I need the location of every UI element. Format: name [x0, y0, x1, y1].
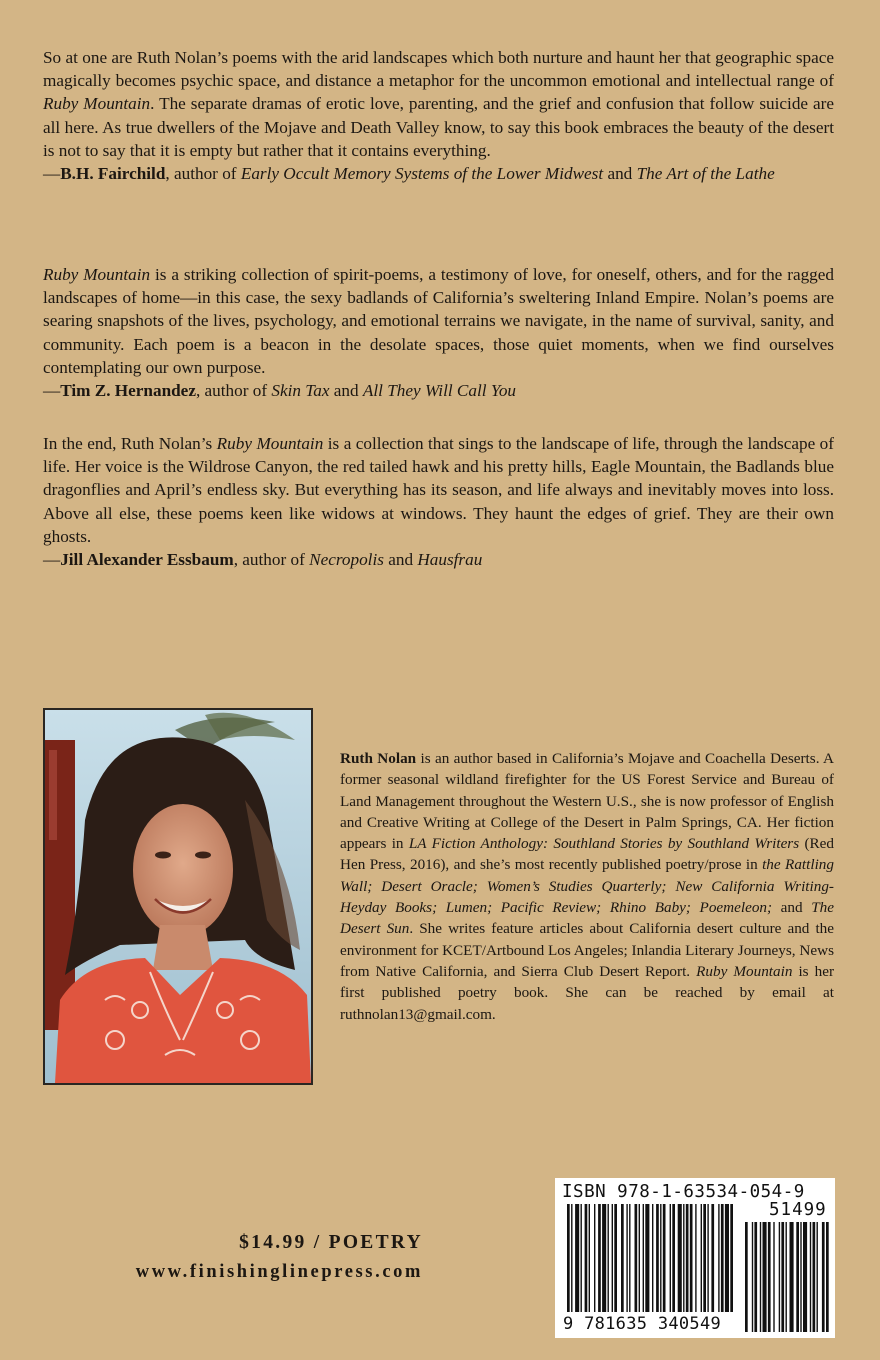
barcode-bar — [581, 1204, 582, 1312]
blurb-attribution: —B.H. Fairchild, author of Early Occult Memory Systems of the Lower Midwest and The Art of the Lathe — [43, 164, 775, 184]
barcode-bar — [635, 1204, 638, 1312]
blurb-body: Ruby Mountain is a striking collection of spirit-poems, a testimony of love, for oneself, others, and for the ragged landscapes of home—in this case, the sexy badlands of California’s sweltering Inland Empire. Nolan’s poems are searing snapshots of the lives, psychology, and emotional terrains we navigate, in the name of survival, sanity, and community. Each poem is a beacon in the desolate spaces, those quiet moments, when we find ourselves contemplating our own purpose. — [43, 265, 834, 377]
blurb-text — [43, 46, 834, 162]
barcode-bar — [621, 1204, 624, 1312]
ean-digits: 9 781635 340549 — [563, 1314, 722, 1334]
author-photo — [43, 708, 313, 1085]
barcode-bar — [721, 1204, 724, 1312]
barcode-bar — [711, 1204, 714, 1312]
blurb-attribution: —Jill Alexander Essbaum, author of Necropolis and Hausfrau — [43, 550, 483, 570]
barcode-addon-bar — [813, 1222, 816, 1332]
barcode-addon-bar — [745, 1222, 748, 1332]
blurb-text — [43, 432, 834, 548]
barcode-bar — [652, 1204, 653, 1312]
barcode-bar — [695, 1204, 696, 1312]
barcode-bar — [672, 1204, 675, 1312]
barcode-addon-bar — [810, 1222, 811, 1332]
barcode-bar — [639, 1204, 640, 1312]
author-bio: Ruth Nolan is an author based in California’s Mojave and Coachella Deserts. A former seasonal wildland firefighter for the US Forest Service and Bureau of Land Management throughout the Western U.S., she is now professor of English and Creative Writing at College of the Desert in Palm Springs, CA. Her fiction appears in LA Fiction Anthology: Southland Stories by Southland Writers (Red Hen Press, 2016), and she’s most recently published poetry/prose in the Rattling Wall; Desert Oracle; Women’s Studies Quarterly; New California Writing-Heyday Books; Lumen; Pacific Review; Rhino Baby; Poemeleon; and The Desert Sun. She writes feature articles about California desert culture and the environment for KCET/Artbound Los Angeles; Inlandia Literary Journeys, News from Native California, and Sierra Club Desert Report. Ruby Mountain is her first published poetry book. She can be reached by email at ruthnolan13@gmail.com. — [340, 750, 835, 1023]
barcode-addon-bar — [826, 1222, 829, 1332]
barcode-bar — [629, 1204, 630, 1312]
blurb-body: So at one are Ruth Nolan’s poems with the arid landscapes which both nurture and haunt her that geographic space magically becomes psychic space, and distance a metaphor for the uncommon emotional and intellectual range of Ruby Mountain. The separate dramas of erotic love, parenting, and the grief and confusion that follow suicide are all here. As true dwellers of the Mojave and Death Valley know, to say this book embraces the beauty of the desert is not to say that it is empty but rather that it contains everything. — [43, 48, 834, 160]
barcode-bar — [598, 1204, 601, 1312]
barcode-addon-bar — [752, 1222, 753, 1332]
barcode-addon-bar — [760, 1222, 761, 1332]
barcode-addon-bar — [817, 1222, 818, 1332]
barcode-bar — [730, 1204, 733, 1312]
barcode-bar — [725, 1204, 729, 1312]
barcode-addon-bar — [763, 1222, 767, 1332]
barcode-bar — [701, 1204, 702, 1312]
barcode-bar — [626, 1204, 627, 1312]
barcode-bar — [678, 1204, 682, 1312]
barcode-bar — [608, 1204, 609, 1312]
barcode-addon-bar — [790, 1222, 794, 1332]
barcode-bar — [645, 1204, 649, 1312]
barcode-addon-bar — [786, 1222, 787, 1332]
isbn-label: ISBN 978-1-63534-054-9 — [562, 1182, 805, 1202]
barcode-bar — [670, 1204, 671, 1312]
barcode-bar — [602, 1204, 606, 1312]
barcode-bar — [690, 1204, 693, 1312]
publisher-website: www.finishinglinepress.com — [135, 1262, 423, 1282]
blurb-fairchild — [43, 46, 834, 185]
barcode-addon-bar — [754, 1222, 757, 1332]
barcode-bar — [718, 1204, 719, 1312]
barcode-bar — [683, 1204, 684, 1312]
barcode-bar — [656, 1204, 659, 1312]
barcode-addon-bar — [768, 1222, 771, 1332]
barcode-addon-bar — [800, 1222, 801, 1332]
blurb-body: In the end, Ruth Nolan’s Ruby Mountain is a collection that sings to the landscape of life, through the landscape of life. Her voice is the Wildrose Canyon, the red tailed hawk and his pretty hills, Eagle Mountain, the Badlands blue dragonflies and April’s endless sky. But everything has its season, and life always and inevitably moves into loss. Above all else, these poems keen like widows at windows. They haunt the edges of grief. They are their own ghosts. — [43, 434, 834, 546]
barcode-bar — [663, 1204, 666, 1312]
barcode-bar — [594, 1204, 595, 1312]
barcode-addon-bar — [773, 1222, 774, 1332]
blurb-essbaum — [43, 432, 834, 571]
barcode-bar — [643, 1204, 644, 1312]
barcode-bar — [575, 1204, 579, 1312]
barcode-bar — [660, 1204, 661, 1312]
barcode-bar — [571, 1204, 572, 1312]
barcode-addon-bar — [822, 1222, 825, 1332]
barcode-bar — [703, 1204, 706, 1312]
barcode-bar — [686, 1204, 689, 1312]
barcode-addon-bar — [781, 1222, 784, 1332]
barcode-addon-bar — [803, 1222, 807, 1332]
barcode-price-code: 51499 — [769, 1200, 827, 1220]
price-category: $14.99 / POETRY — [239, 1232, 423, 1253]
barcode-bar — [612, 1204, 613, 1312]
barcode-bar — [614, 1204, 617, 1312]
barcode-bar — [585, 1204, 588, 1312]
barcode-addon-bar — [779, 1222, 780, 1332]
blurb-attribution: —Tim Z. Hernandez, author of Skin Tax and All They Will Call You — [43, 381, 517, 401]
barcode-bar — [567, 1204, 570, 1312]
author-portrait-image — [45, 710, 311, 1083]
isbn-barcode — [555, 1178, 835, 1338]
barcode-bar — [589, 1204, 590, 1312]
barcode-bar — [707, 1204, 708, 1312]
barcode-addon-bar — [796, 1222, 799, 1332]
blurb-hernandez — [43, 263, 834, 402]
blurb-text — [43, 263, 834, 379]
